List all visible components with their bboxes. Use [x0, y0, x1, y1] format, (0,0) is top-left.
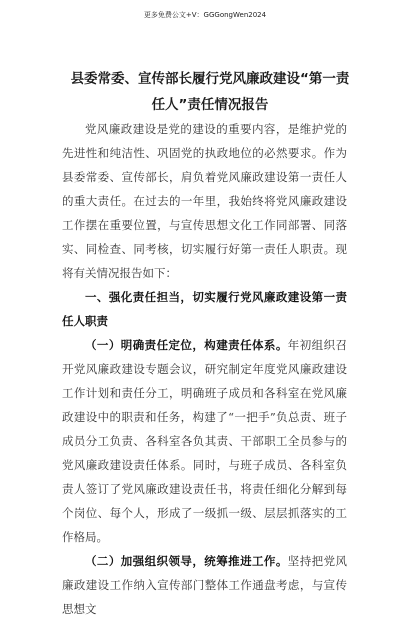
subsection-paragraph-2 [62, 549, 347, 621]
intro-paragraph: 党风廉政建设是党的建设的重要内容，是维护党的先进性和纯洁性、巩固党的执政地位的必然要求。作为县委常委、宣传部长，肩负着党风廉政建设第一责任人的重大责任。在过去的一年里，我始终将党风廉政建设工作摆在重要位置，与宣传思想文化工作同部署、同落实、同检查、同考核，切实履行好第一责任人职责。现将有关情况报告如下： [62, 122, 347, 280]
subsection-heading-2: （二）加强组织领导，统筹推进工作。 [85, 554, 288, 568]
document-title: 县委常委、宣传部长履行党风廉政建设“第一责任人”责任情况报告 [70, 71, 350, 113]
document-body [62, 117, 347, 621]
subsection-paragraph-1 [62, 333, 347, 549]
section-heading-1: 一、强化责任担当，切实履行党风廉政建设第一责任人职责 [62, 290, 347, 328]
subsection-text-2: 坚持把党风廉政建设工作纳入宣传部门整体工作通盘考虑，与宣传思想文 [62, 554, 348, 616]
watermark-text: 更多免费公文+V：GGGongWen2024 [143, 11, 267, 19]
subsection-text-1: 年初组织召开党风廉政建设专题会议，研究制定年度党风廉政建设工作计划和责任分工，明确班子成员和各科室在党风廉政建设中的职责和任务，构建了“一把手”负总责、班子成员分工负责、各科室各负其责、干部职工全员参与的党风廉政建设责任体系。同时，与班子成员、各科室负责人签订了党风廉政建设责任书，将责任细化分解到每个岗位、每个人，形成了一级抓一级、层层抓落实的工作格局。 [62, 338, 348, 544]
subsection-heading-1: （一）明确责任定位，构建责任体系。 [85, 338, 288, 352]
